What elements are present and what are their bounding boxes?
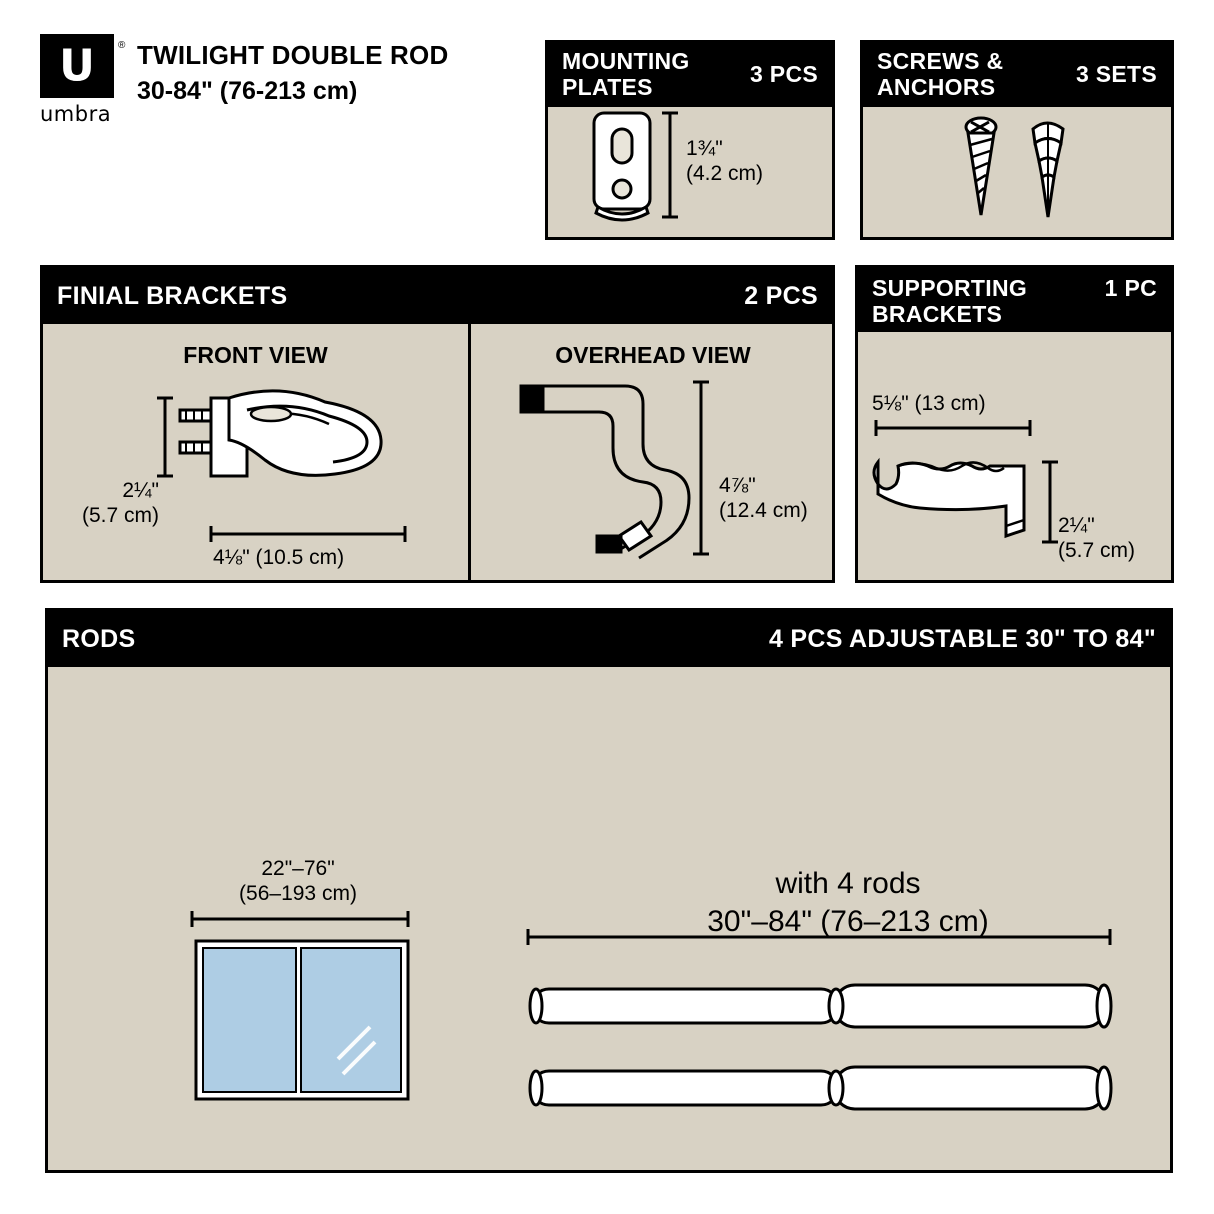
panel-count-screws-anchors: 3 SETS	[1075, 61, 1157, 88]
product-size-range: 30-84" (76-213 cm)	[137, 77, 358, 105]
rods-illustration	[518, 925, 1138, 1155]
supporting-bracket-height-dimension	[1058, 514, 1135, 564]
panel-title-finial-brackets: FINIAL BRACKETS	[57, 282, 288, 310]
supporting-bracket-width-dimension: 5⅛" (13 cm)	[872, 392, 986, 415]
panel-title-supporting-brackets: SUPPORTING BRACKETS	[872, 275, 1028, 327]
panel-supporting-brackets	[855, 265, 1174, 583]
finial-overhead-depth-metric: (12.4 cm)	[719, 498, 808, 522]
finial-overhead-depth-dimension	[719, 474, 808, 524]
finial-overhead-view-label: OVERHEAD VIEW	[555, 342, 751, 368]
registered-trademark-icon: ®	[118, 40, 126, 51]
panel-finial-brackets	[40, 265, 835, 583]
finial-front-height-dimension	[71, 479, 159, 529]
mounting-plate-dimension	[686, 137, 763, 187]
panel-body-screws-anchors	[863, 107, 1171, 237]
panel-header-finial-brackets	[43, 268, 832, 324]
supporting-bracket-illustration	[858, 418, 1171, 608]
panel-title-mounting-plates: MOUNTING PLATES	[562, 48, 690, 100]
finial-front-height-metric: (5.7 cm)	[81, 503, 159, 527]
panel-header-screws-anchors	[863, 43, 1171, 107]
umbra-wordmark: umbra	[40, 102, 112, 126]
panel-header-mounting-plates	[548, 43, 832, 107]
finial-front-height-imperial: 2¼"	[122, 479, 159, 502]
panel-rods	[45, 608, 1173, 1173]
umbra-logo-mark	[40, 34, 114, 98]
panel-count-finial-brackets: 2 PCS	[744, 282, 818, 310]
window-width-metric: (56–193 cm)	[239, 881, 357, 905]
product-title-block	[137, 40, 448, 106]
supporting-bracket-height-imperial: 2¼"	[1058, 514, 1095, 537]
panel-count-mounting-plates: 3 PCS	[750, 61, 818, 88]
finial-front-width-dimension: 4⅛" (10.5 cm)	[213, 546, 345, 569]
finial-overhead-depth-imperial: 4⅞"	[719, 474, 756, 497]
panel-mounting-plates	[545, 40, 835, 240]
panel-count-rods: 4 PCS ADJUSTABLE 30" TO 84"	[768, 625, 1156, 653]
panel-count-supporting-brackets: 1 PC	[1104, 275, 1157, 301]
rods-span-note: with 4 rods	[775, 867, 921, 900]
panel-body-rods	[48, 667, 1170, 1170]
panel-body-mounting-plates	[548, 107, 832, 237]
rods-span-measure: 30"–84" (76–213 cm)	[707, 905, 989, 938]
umbra-logo	[40, 34, 130, 126]
panel-title-rods: RODS	[62, 625, 136, 653]
finial-front-view-label: FRONT VIEW	[183, 342, 328, 368]
panel-body-finial-brackets	[43, 324, 832, 580]
mounting-plate-dimension-imperial: 1¾"	[686, 137, 723, 160]
umbra-logo-letter: U	[59, 40, 95, 92]
panel-header-rods	[48, 611, 1170, 667]
window-illustration	[138, 909, 498, 1169]
panel-screws-anchors	[860, 40, 1174, 240]
finial-overhead-view	[471, 324, 835, 580]
supporting-bracket-height-metric: (5.7 cm)	[1058, 538, 1136, 562]
panel-body-supporting-brackets	[858, 332, 1171, 580]
product-name: TWILIGHT DOUBLE ROD	[137, 40, 449, 70]
screws-anchors-illustration	[863, 107, 1171, 237]
mounting-plate-dimension-metric: (4.2 cm)	[686, 161, 764, 185]
window-width-imperial: 22"–76"	[261, 857, 335, 880]
finial-front-view	[43, 324, 468, 580]
panel-header-supporting-brackets	[858, 268, 1171, 332]
panel-title-screws-anchors: SCREWS & ANCHORS	[877, 48, 1004, 100]
window-width-dimension	[198, 857, 398, 907]
